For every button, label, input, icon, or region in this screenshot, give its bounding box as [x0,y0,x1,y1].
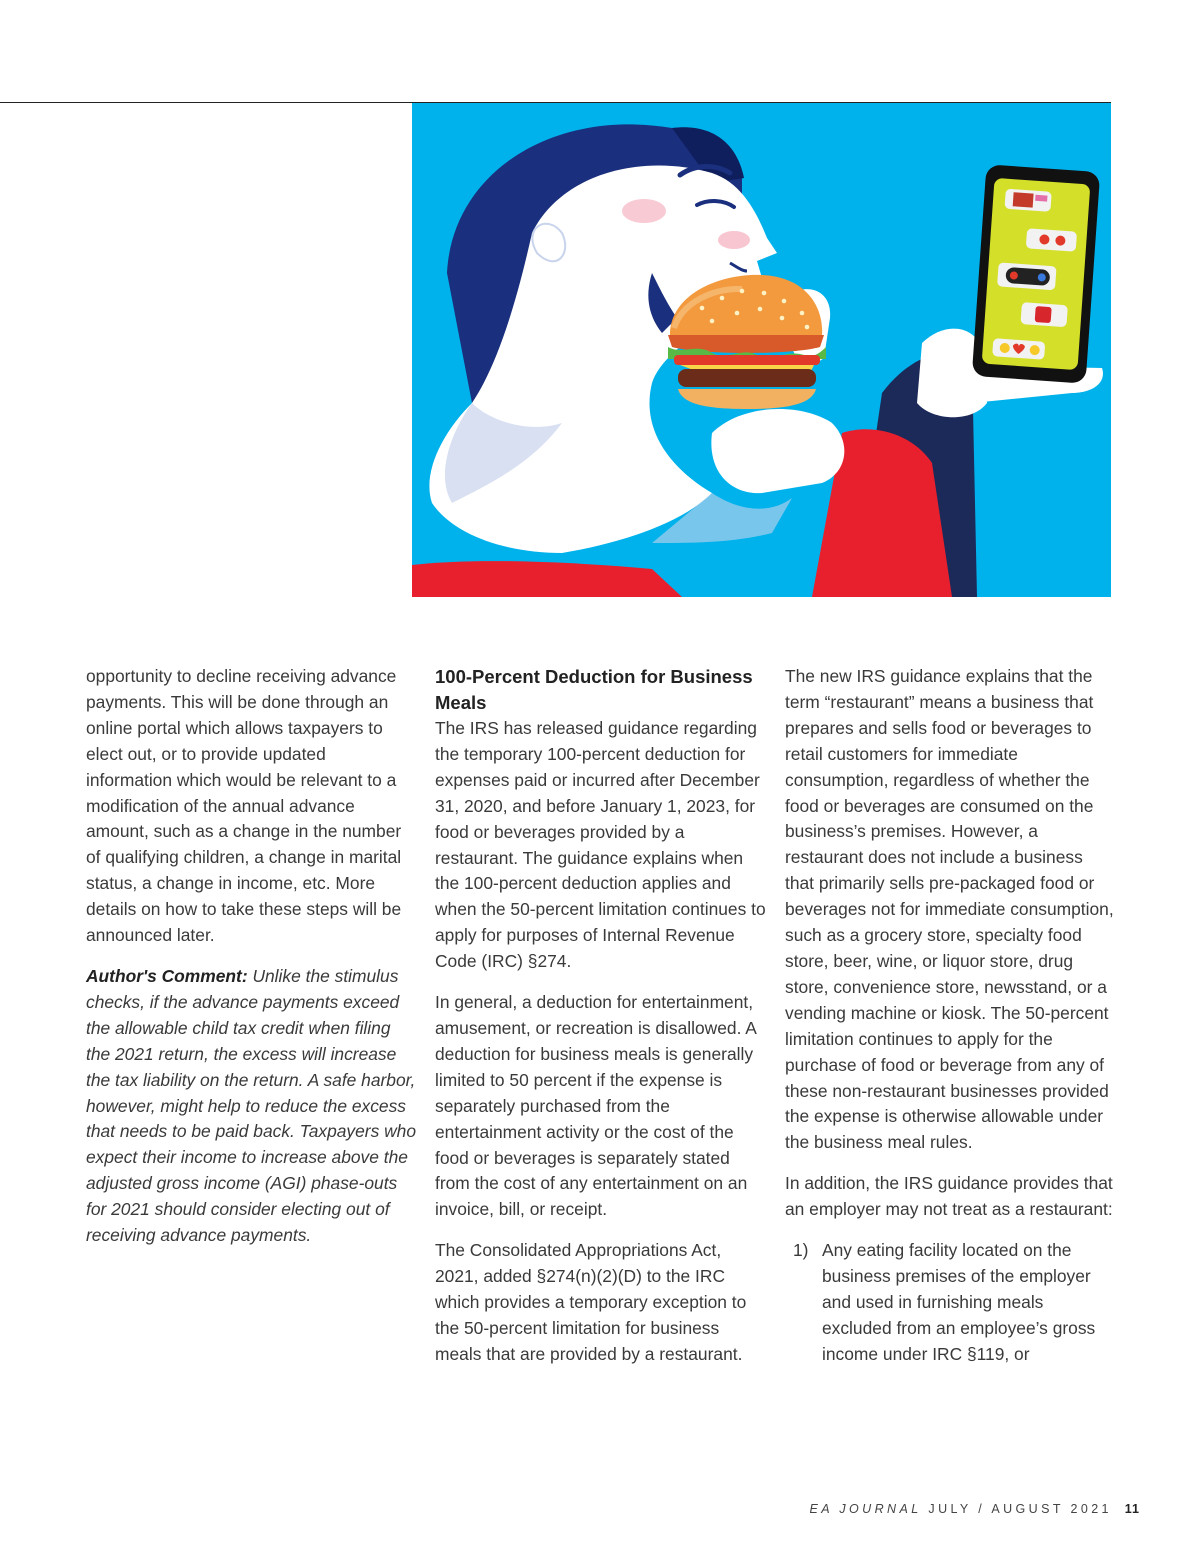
page-number: 11 [1124,1502,1140,1516]
column-2 [435,664,767,1383]
man-eating-burger-illustration [412,103,1111,597]
column3-paragraph-1: The new IRS guidance explains that the term “restaurant” means a business that prepares and sells food or beverages to retail customers for immediate consumption, regardless of whether the food or beverages are consumed on the business’s premises. However, a restaurant does not include a business that primarily sells pre-packaged food or beverages not for immediate consumption, such as a grocery store, specialty food store, beer, wine, or liquor store, drug store, convenience store, newsstand, or a vending machine or kiosk. The 50-percent limitation continues to apply for the purchase of food or beverage from any of these non-restaurant businesses provided the expense is otherwise allowable under the business meal rules. [785,666,1114,1153]
journal-name: EA JOURNAL [809,1502,922,1516]
restaurant-exclusion-list [785,1238,1115,1368]
authors-comment-paragraph [86,964,416,1249]
column2-paragraph-1: The IRS has released guidance regarding the temporary 100-percent deduction for expenses paid or incurred after December 31, 2020, and before January 1, 2023, for food or beverages provided by a restaurant. The guidance explains when the 100-percent deduction applies and when the 50-percent limitation continues to apply for purposes of Internal Revenue Code (IRC) §274. [435,718,766,972]
list-item [793,1238,1115,1368]
issue-date: JULY / AUGUST 2021 [928,1502,1112,1516]
column3-paragraph-2: In addition, the IRS guidance provides that an employer may not treat as a restaurant: [785,1173,1113,1220]
list-item-number: 1) [793,1240,809,1261]
section-heading: 100-Percent Deduction for Business Meals [435,666,753,713]
column1-paragraph: opportunity to decline receiving advance payments. This will be done through an online portal which allows taxpayers to elect out, or to provide updated information which would be relevant to a modification of the annual advance amount, such as a change in the number of qualifying children, a change in marital status, a change in income, etc. More details on how to take these steps will be announced later. [86,666,402,946]
authors-comment-label: Author's Comment: [86,965,248,986]
column2-paragraph-3: The Consolidated Appropriations Act, 2021, added §274(n)(2)(D) to the IRC which provides a temporary exception to the 50-percent limitation for business meals that are provided by a restaurant. [435,1240,747,1364]
column-1 [86,664,416,1264]
column2-paragraph-2: In general, a deduction for entertainment, amusement, or recreation is disallowed. A deduction for business meals is generally limited to 50 percent if the expense is separately purchased from the entertainment activity or the cost of the food or beverages is separately stated from the cost of any entertainment on an invoice, bill, or receipt. [435,992,756,1220]
column-3 [785,664,1115,1368]
page-footer [810,1502,1140,1516]
smartphone-graphic [972,164,1101,383]
list-item-text: Any eating facility located on the business premises of the employer and used in furnishing meals excluded from an employee’s gross income under IRC §119, or [822,1240,1096,1364]
authors-comment-text: Unlike the stimulus checks, if the advance payments exceed the allowable child tax credit when filing the 2021 return, the excess will increase the tax liability on the return. A safe harbor, however, might help to reduce the excess that needs to be paid back. Taxpayers who expect their income to increase above the adjusted gross income (AGI) phase-outs for 2021 should consider electing out of receiving advance payments. [86,965,416,1246]
